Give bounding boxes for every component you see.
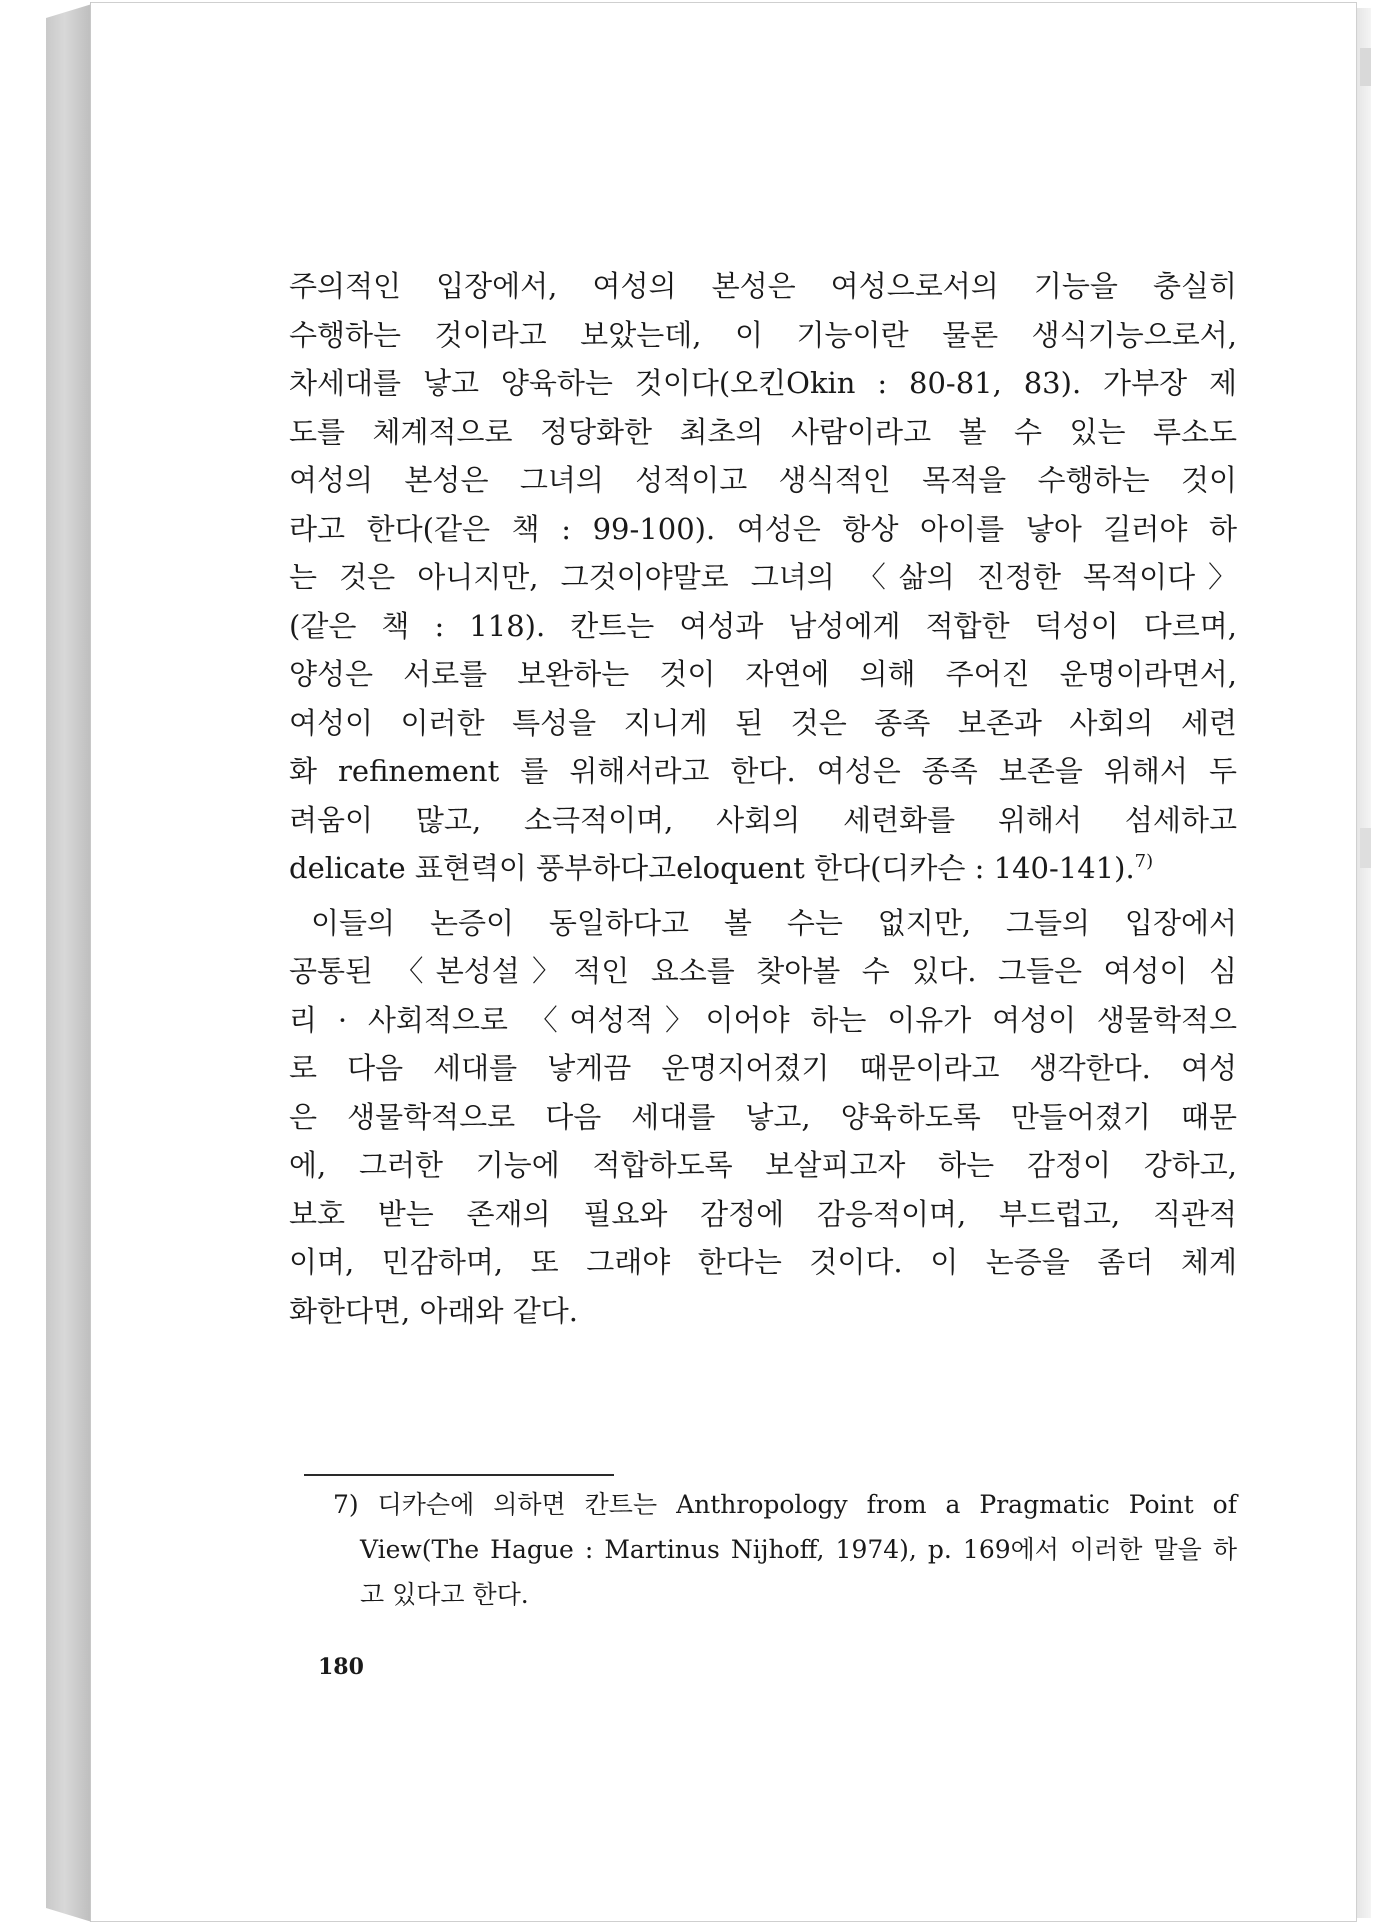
text-line: 보호 받는 존재의 필요와 감정에 감응적이며, 부드럽고, 직관적 xyxy=(289,1196,1237,1231)
text-line: 라고 한다(같은 책 : 99-100). 여성은 항상 아이를 낳아 길러야 하 xyxy=(289,511,1237,546)
text-line: 공통된 〈본성설〉적인 요소를 찾아볼 수 있다. 그들은 여성이 심 xyxy=(289,954,1237,988)
footnote-line: 7) 디카슨에 의하면 칸트는 Anthropology from a Pragmatic Point of xyxy=(333,1490,1237,1519)
text-line: 도를 체계적으로 정당화한 최초의 사람이라고 볼 수 있는 루소도 xyxy=(289,414,1237,449)
body-text xyxy=(289,262,1237,1335)
footnote-line: View(The Hague : Martinus Nijhoff, 1974), p. 169에서 이러한 말을 하 xyxy=(360,1535,1237,1564)
text-line: 여성이 이러한 특성을 지니게 된 것은 종족 보존과 사회의 세련 xyxy=(289,705,1237,740)
text-line xyxy=(289,844,1237,893)
footnote-reference: 7) xyxy=(1134,851,1154,872)
text-line-content: delicate 표현력이 풍부하다고eloquent 한다(디카슨 : 140-141). xyxy=(289,851,1135,885)
text-line: 은 생물학적으로 다음 세대를 낳고, 양육하도록 만들어졌기 때문 xyxy=(289,1099,1237,1134)
text-line: 화 refinement 를 위해서라고 한다. 여성은 종족 보존을 위해서 두 xyxy=(289,754,1237,788)
page-number: 180 xyxy=(318,1654,364,1680)
footnote-divider xyxy=(304,1474,614,1476)
text-line: 수행하는 것이라고 보았는데, 이 기능이란 물론 생식기능으로서, xyxy=(289,317,1237,352)
footnote-line: 고 있다고 한다. xyxy=(360,1580,529,1609)
text-line: 는 것은 아니지만, 그것이야말로 그녀의 〈삶의 진정한 목적이다〉 xyxy=(289,560,1237,594)
book-spine xyxy=(46,4,92,1922)
text-line: 여성의 본성은 그녀의 성적이고 생식적인 목적을 수행하는 것이 xyxy=(289,463,1237,497)
text-line: 주의적인 입장에서, 여성의 본성은 여성으로서의 기능을 충실히 xyxy=(289,269,1237,303)
text-line: 로 다음 세대를 낳게끔 운명지어졌기 때문이라고 생각한다. 여성 xyxy=(289,1051,1237,1085)
page-edge xyxy=(1357,8,1371,1918)
paragraph-1 xyxy=(289,262,1237,893)
text-line: 양성은 서로를 보완하는 것이 자연에 의해 주어진 운명이라면서, xyxy=(289,657,1237,691)
text-line: (같은 책 : 118). 칸트는 여성과 남성에게 적합한 덕성이 다르며, xyxy=(289,608,1237,643)
text-line: 려움이 많고, 소극적이며, 사회의 세련화를 위해서 섬세하고 xyxy=(289,802,1237,837)
text-line: 이들의 논증이 동일하다고 볼 수는 없지만, 그들의 입장에서 xyxy=(311,905,1237,940)
text-line: 에, 그러한 기능에 적합하도록 보살피고자 하는 감정이 강하고, xyxy=(289,1148,1237,1182)
text-line: 차세대를 낳고 양육하는 것이다(오킨Okin : 80-81, 83). 가부장 제 xyxy=(289,366,1237,400)
text-line: 리 · 사회적으로 〈여성적〉이어야 하는 이유가 여성이 생물학적으 xyxy=(289,1002,1237,1037)
text-line: 화한다면, 아래와 같다. xyxy=(289,1293,578,1328)
text-line: 이며, 민감하며, 또 그래야 한다는 것이다. 이 논증을 좀더 체계 xyxy=(289,1245,1237,1279)
footnote xyxy=(333,1482,1237,1617)
paragraph-2 xyxy=(289,899,1237,1336)
